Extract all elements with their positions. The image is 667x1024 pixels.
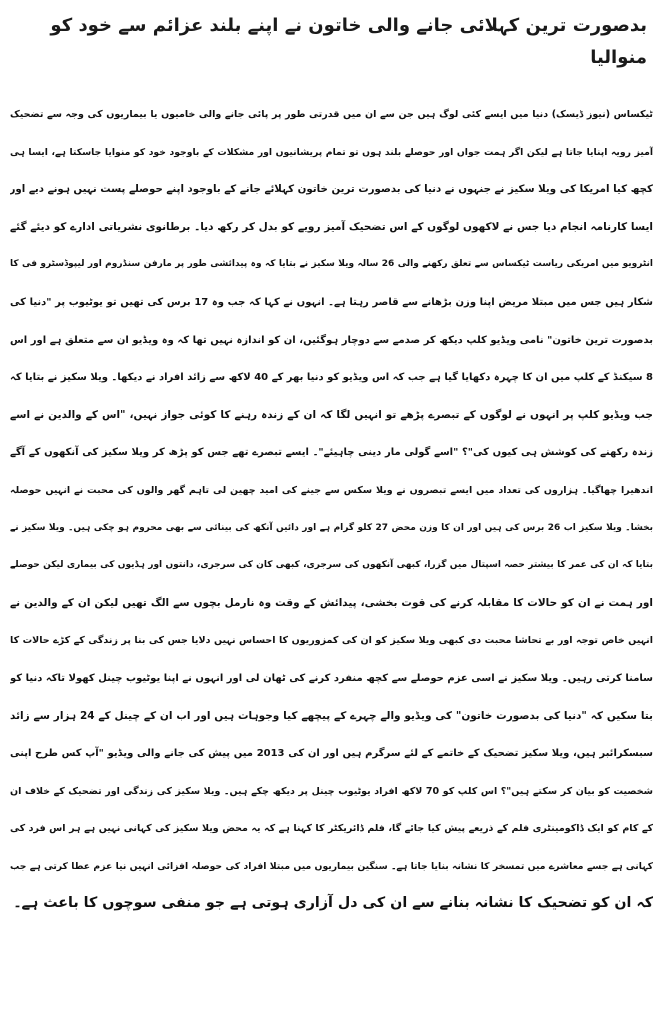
article-line: انٹرویو میں امریکی ریاست ٹیکساس سے تعلق رکھنے والی 26 سالہ ویلا سکیز نے بتایا کہ وہ پیدائشی طور پر مارفن سنڈروم اور لیپوڈسٹرو فی کا bbox=[10, 259, 653, 270]
article-line: بدصورت ترین خاتون" نامی ویڈیو کلپ دیکھ کر صدمے سے دوچار ہوگئیں، ان کو اندازہ نہیں تھا کہ وہ ویڈیو ان سے متعلق ہے اور اس bbox=[10, 334, 653, 346]
article-line: کہانی ہے جسے معاشرے میں تمسخر کا نشانہ بنایا جاتا ہے۔ سنگین بیماریوں میں مبتلا افراد کی حوصلہ افزائی انہیں نیا عزم عطا کرتی ہے جب bbox=[10, 860, 653, 872]
article-line: اندھیرا چھاگیا۔ ہزاروں کی تعداد میں ایسے تبصروں نے ویلا سکس سے جینے کی امید چھین لی تاہم گھر والوں کی محبت نے انہیں حوصلہ bbox=[10, 484, 653, 496]
article-line: اور ہمت نے ان کو حالات کا مقابلہ کرنے کی قوت بخشی، پیدائش کے وقت وہ نارمل بچوں سے الگ تھیں لیکن ان کے والدین نے bbox=[10, 596, 653, 609]
article-line: ایسا کارنامہ انجام دیا جس نے لاکھوں لوگوں کے اس تضحیک آمیز رویے کو بدل کر رکھ دیا۔ برطانوی نشریاتی ادارے کو دیئے گئے bbox=[10, 220, 653, 233]
article-line: آمیز رویہ اپنایا جاتا ہے لیکن اگر ہمت جواں اور حوصلے بلند ہوں تو تمام پریشانیوں اور مشکلات کے باوجود خود کو منوایا جاسکتا ہے، ایسا ہی bbox=[10, 146, 653, 158]
article-line: ٹیکساس (نیوز ڈیسک) دنیا میں ایسے کئی لوگ ہیں جن سے ان میں قدرتی طور پر پائی جانے والی خامیوں یا بیماریوں کی وجہ سے تضحیک bbox=[10, 109, 653, 120]
article-line: کچھ کیا امریکا کی ویلا سکیز نے جنہوں نے دنیا کی بدصورت ترین خاتون کہلائے جانے کے باوجود اپنے حوصلے پست نہیں ہونے دیے اور bbox=[10, 183, 653, 196]
article-line: بخشا۔ ویلا سکیز اب 26 برس کی ہیں اور ان کا وزن محض 27 کلو گرام ہے اور دائیں آنکھ کی بینائی سے بھی محروم ہو چکی ہیں۔ ویلا سکیز نے bbox=[10, 522, 653, 533]
article-line: سبسکرائبر ہیں، ویلا سکیز تضحیک کے خاتمے کے لئے سرگرم ہیں اور ان کی 2013 میں پیش کی جانے والی ویڈیو "آپ کس طرح اپنی bbox=[10, 748, 653, 760]
article-headline: بدصورت ترین کہلائی جانے والی خاتون نے اپنے بلند عزائم سے خود کو منوالیا bbox=[50, 15, 647, 68]
article-body bbox=[10, 96, 653, 923]
article-line: جب ویڈیو کلپ پر انہوں نے لوگوں کے تبصرے پڑھے تو انہیں لگا کہ ان کے زندہ رہنے کا کوئی جواز نہیں، "اس کے والدین نے اسے bbox=[10, 408, 653, 421]
article-line: 8 سیکنڈ کے کلپ میں ان کا چہرہ دکھایا گیا ہے جب کہ اس ویڈیو کو دنیا بھر کے 40 لاکھ سے زائد افراد نے دیکھا۔ ویلا سکیز نے بتایا کہ bbox=[10, 372, 653, 384]
article-line: زندہ رکھنے کی کوشش ہی کیوں کی"؟ "اسے گولی مار دینی چاہیئے"۔ ایسے تبصرے تھے جس کو پڑھ کر ویلا سکیز کی آنکھوں کے آگے bbox=[10, 447, 653, 459]
article-line: بتا سکیں کہ "دنیا کی بدصورت خاتون" کی ویڈیو والے چہرے کے پیچھے کیا وجوہات ہیں اور اب ان کے چینل کے 24 ہزار سے زائد bbox=[10, 709, 653, 722]
article-line: کے کام کو ایک ڈاکومینٹری فلم کے ذریعے پیش کیا جائے گا، فلم ڈائریکٹر کا کہنا ہے کہ یہ محض ویلا سکیز کی کہانی نہیں ہے ہر اس فرد کی bbox=[10, 823, 653, 835]
article-line: شکار ہیں جس میں مبتلا مریض اپنا وزن بڑھانے سے قاصر رہتا ہے۔ انہوں نے کہا کہ جب وہ 17 برس کی تھیں تو یوٹیوب پر "دنیا کی bbox=[10, 296, 653, 308]
article-line: کہ ان کو تضحیک کا نشانہ بنانے سے ان کی دل آزاری ہوتی ہے جو منفی سوچوں کا باعث ہے۔ bbox=[13, 895, 653, 912]
article-line: انہیں خاص توجہ اور بے تحاشا محبت دی کبھی ویلا سکیز کو ان کی کمزوریوں کا احساس نہیں دلایا جس کی بنا پر زندگی کے کڑے حالات کا bbox=[10, 635, 653, 647]
article-line: شخصیت کو بیان کر سکتے ہیں"؟ اس کلپ کو 70 لاکھ افراد یوٹیوب چینل پر دیکھ چکے ہیں۔ ویلا سکیز کی زندگی اور تضحیک کے خلاف ان bbox=[10, 785, 653, 797]
article-line: سامنا کرتی رہیں۔ ویلا سکیز نے اسی عزم حوصلے سے کچھ منفرد کرنے کی ٹھان لی اور انہوں نے اپنا یوٹیوب چینل کھولا تاکہ دنیا کو bbox=[10, 672, 653, 684]
article-line: بتایا کہ ان کی عمر کا بیشتر حصہ اسپتال میں گزرا، کبھی آنکھوں کی سرجری، کبھی کان کی سرجری، دانتوں اور ہڈیوں کی بیماری لیکن حوصلے bbox=[10, 560, 653, 571]
